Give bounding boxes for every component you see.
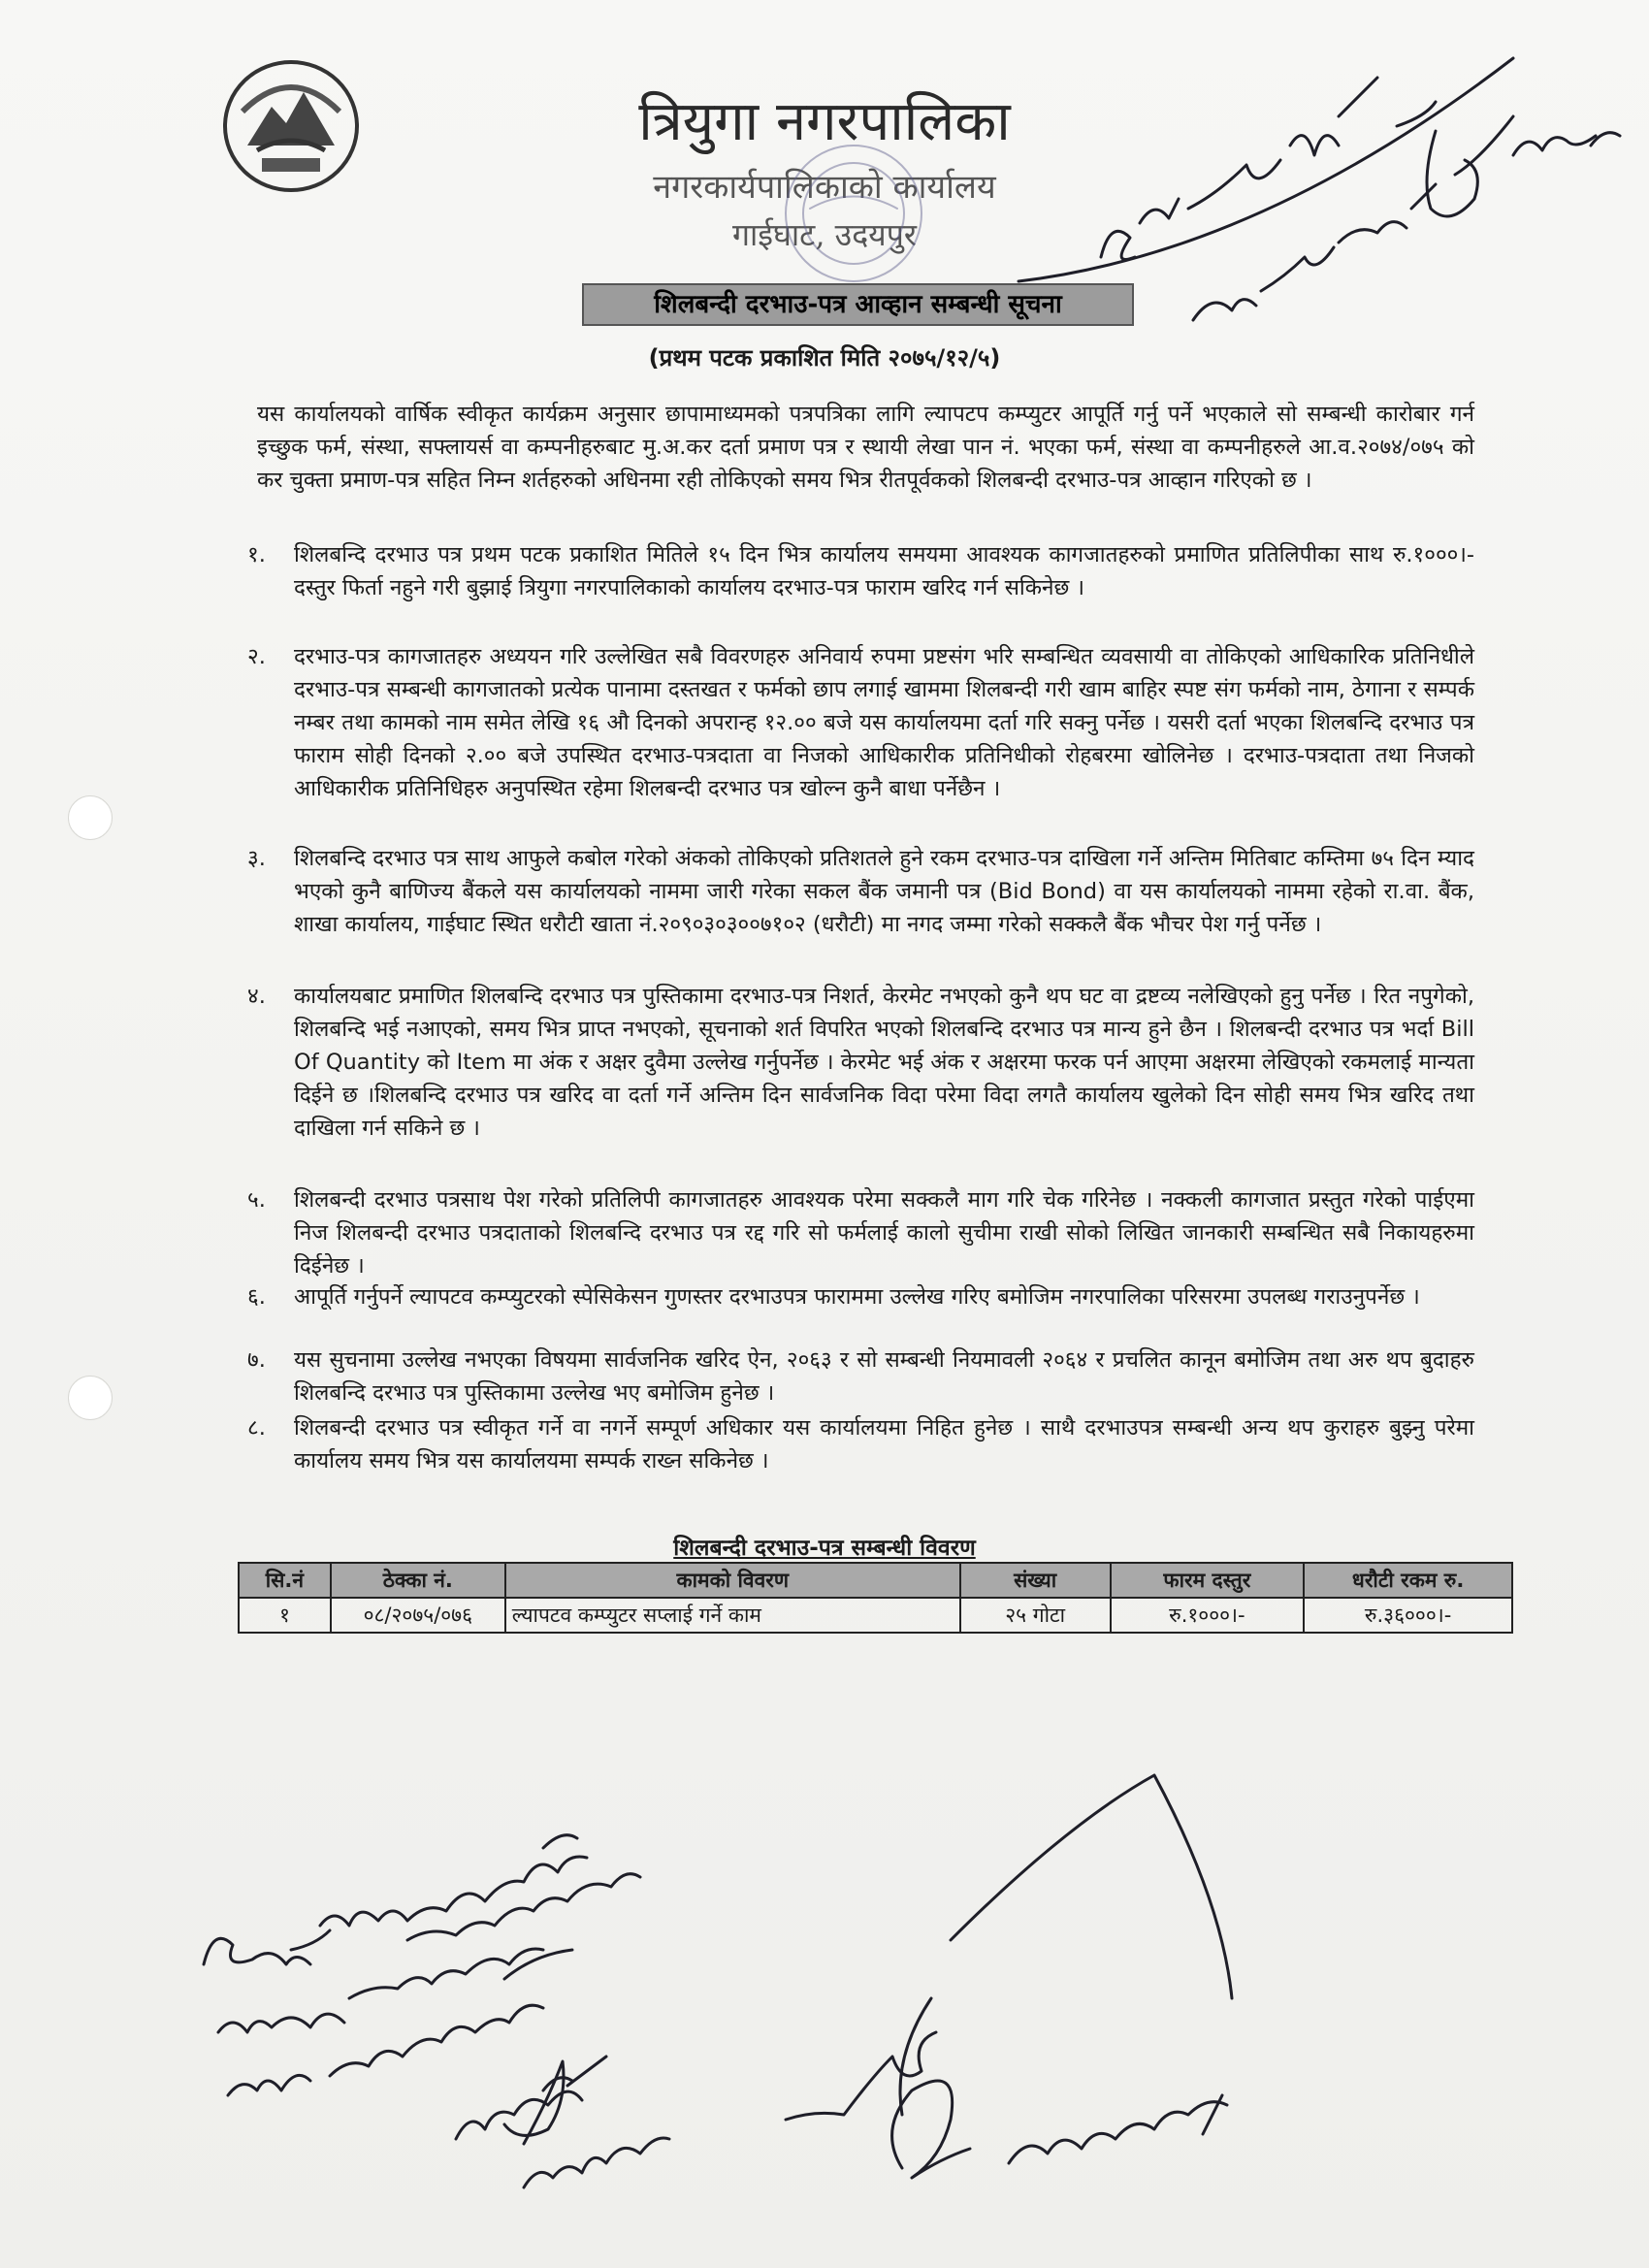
column-header: धरौटी रकम रु. [1304, 1563, 1512, 1598]
clause-text: शिलबन्दी दरभाउ पत्रसाथ पेश गरेको प्रतिलिपी कागजातहरु आवश्यक परेमा सक्कलै माग गरि चेक गरिनेछ । नक्कली कागजात प्रस्तुत गरेको पाईएमा निज शिलबन्दी दरभाउ पत्रदाताको शिलबन्दि दरभाउ पत्र रद्द गरि सो फर्मलाई कालो सुचीमा राखी सोको लिखित जानकारी सम्बन्धित सबै निकायहरुमा दिईनेछ । [294, 1187, 1474, 1279]
tender-details-table [238, 1562, 1513, 1634]
punch-hole [68, 1376, 113, 1420]
table-title: शिलबन्दी दरभाउ-पत्र सम्बन्धी विवरण [673, 1536, 976, 1561]
publication-date: (प्रथम पटक प्रकाशित मिति २०७५/१२/५) [648, 344, 1001, 372]
table-cell: ल्यापटव कम्प्युटर सप्लाई गर्ने काम [505, 1598, 960, 1633]
clause-text: शिलबन्दि दरभाउ पत्र साथ आफुले कबोल गरेको अंकको तोकिएको प्रतिशतले हुने रकम दरभाउ-पत्र दाखिला गर्ने अन्तिम मितिबाट कम्तिमा ७५ दिन म्याद भएको कुनै बाणिज्य बैंकले यस कार्यालयको नाममा जारी गरेका सकल बैंक जमानी पत्र (Bid Bond) वा यस कार्यालयको नाममा रहेको रा.वा. बैंक, शाखा कार्यालय, गाईघाट स्थित धरौटी खाता नं.२०९०३०३००७१०२ (धरौटी) मा नगद जम्मा गरेको सक्कलै बैंक भौचर पेश गर्नु पर्नेछ । [294, 846, 1474, 937]
table-row [239, 1598, 1512, 1633]
table-header-row [239, 1563, 1512, 1598]
office-subtitle: नगरकार्यपालिकाको कार्यालय [653, 168, 996, 207]
intro-paragraph: यस कार्यालयको वार्षिक स्वीकृत कार्यक्रम अनुसार छापामाध्यमको पत्रपत्रिका लागि ल्यापटप कम्प्युटर आपूर्ति गर्नु पर्ने भएकाले सो सम्बन्धी कारोबार गर्न इच्छुक फर्म, संस्था, सफ्लायर्स वा कम्पनीहरुबाट मु.अ.कर दर्ता प्रमाण पत्र र स्थायी लेखा पान नं. भएका फर्म, संस्था वा कम्पनीहरुले आ.व.२०७४/०७५ को कर चुक्ता प्रमाण-पत्र सहित निम्न शर्तहरुको अधिनमा रही तोकिएको समय भित्र रीतपूर्वकको शिलबन्दी दरभाउ-पत्र आव्हान गरिएको छ । [257, 402, 1474, 493]
column-header: फारम दस्तुर [1111, 1563, 1305, 1598]
clause-number: ५. [247, 1187, 266, 1213]
clause-number: २. [247, 644, 266, 669]
clause-text: शिलबन्दि दरभाउ पत्र प्रथम पटक प्रकाशित मितिले १५ दिन भित्र कार्यालय समयमा आवश्यक कागजातहरुको प्रमाणित प्रतिलिपीका साथ रु.१०००।- दस्तुर फिर्ता नहुने गरी बुझाई त्रियुगा नगरपालिकाको कार्यालय दरभाउ-पत्र फाराम खरिद गर्न सकिनेछ । [294, 542, 1474, 600]
clause-number: ८. [247, 1415, 266, 1441]
clause-8 [247, 1411, 1474, 1477]
clause-text: यस सुचनामा उल्लेख नभएका विषयमा सार्वजनिक खरिद ऐन, २०६३ र सो सम्बन्धी नियमावली २०६४ र प्रचलित कानून बमोजिम तथा अरु थप बुदाहरु शिलबन्दि दरभाउ पत्र पुस्तिकामा उल्लेख भए बमोजिम हुनेछ । [294, 1347, 1474, 1406]
table-cell: २५ गोटा [960, 1598, 1111, 1633]
table-cell: ०८/२०७५/०७६ [331, 1598, 505, 1633]
clause-7 [247, 1344, 1474, 1409]
table-cell: रु.३६०००।- [1304, 1598, 1512, 1633]
office-address: गाईघाट, उदयपुर [731, 216, 918, 253]
bottom-left-handwritten-note [204, 1835, 669, 2187]
column-header: संख्या [960, 1563, 1111, 1598]
clause-number: ३. [247, 846, 266, 871]
bottom-right-signature [786, 1775, 1232, 2178]
clause-2 [247, 640, 1474, 805]
clause-5 [247, 1183, 1474, 1282]
clause-text: शिलबन्दी दरभाउ पत्र स्वीकृत गर्ने वा नगर्ने सम्पूर्ण अधिकार यस कार्यालयमा निहित हुनेछ । साथै दरभाउपत्र सम्बन्धी अन्य थप कुराहरु बुझ्नु परेमा कार्यालय समय भित्र यस कार्यालयमा सम्पर्क राख्न सकिनेछ । [294, 1415, 1474, 1474]
column-header: सि.नं [239, 1563, 331, 1598]
column-header: कामको विवरण [505, 1563, 960, 1598]
clause-number: ६. [247, 1284, 266, 1310]
clause-text: आपूर्ति गर्नुपर्ने ल्यापटव कम्प्युटरको स्पेसिकेसन गुणस्तर दरभाउपत्र फाराममा उल्लेख गरिए बमोजिम नगरपालिका परिसरमा उपलब्ध गराउनुपर्नेछ । [294, 1284, 1420, 1310]
clause-6 [247, 1280, 1474, 1313]
clause-text: दरभाउ-पत्र कागजातहरु अध्ययन गरि उल्लेखित सबै विवरणहरु अनिवार्य रुपमा प्रष्टसंग भरि सम्बन्धित व्यवसायी वा तोकिएको आधिकारिक प्रतिनिधीले दरभाउ-पत्र सम्बन्धी कागजातको प्रत्येक पानामा दस्तखत र फर्मको छाप लगाई खाममा शिलबन्दी गरी खाम बाहिर स्पष्ट संग फर्मको नाम, ठेगाना र सम्पर्क नम्बर तथा कामको नाम समेत लेखि १६ औ दिनको अपरान्ह १२.०० बजे यस कार्यालयमा दर्ता गरि सक्नु पर्नेछ । यसरी दर्ता भएका शिलबन्दि दरभाउ पत्र फाराम सोही दिनको २.०० बजे उपस्थित दरभाउ-पत्रदाता वा निजको आधिकारीक प्रतिनिधीको रोहबरमा खोलिनेछ । दरभाउ-पत्रदाता तथा निजको आधिकारीक प्रतिनिधिहरु अनुपस्थित रहेमा शिलबन्दी दरभाउ पत्र खोल्न कुनै बाधा पर्नेछैन । [294, 644, 1474, 801]
clause-text: कार्यालयबाट प्रमाणित शिलबन्दि दरभाउ पत्र पुस्तिकामा दरभाउ-पत्र निशर्त, केरमेट नभएको कुनै थप घट वा द्रष्टव्य नलेखिएको हुनु पर्नेछ । रित नपुगेको, शिलबन्दि भई नआएको, समय भित्र प्राप्त नभएको, सूचनाको शर्त विपरित भएको शिलबन्दि दरभाउ पत्र मान्य हुने छैन । शिलबन्दी दरभाउ पत्र भर्दा Bill Of Quantity को Item मा अंक र अक्षर दुवैमा उल्लेख गर्नुपर्नेछ । केरमेट भई अंक र अक्षरमा फरक पर्न आएमा अक्षरमा लेखिएको रकमलाई मान्यता दिईने छ ।शिलबन्दि दरभाउ पत्र खरिद वा दर्ता गर्ने अन्तिम दिन सार्वजनिक विदा परेमा विदा लगतै कार्यालय खुलेको दिन सोही समय भित्र खरिद तथा दाखिला गर्न सकिने छ । [294, 984, 1474, 1141]
notice-title: शिलबन्दी दरभाउ-पत्र आव्हान सम्बन्धी सूचना [582, 283, 1134, 326]
clause-number: ७. [247, 1347, 266, 1373]
column-header: ठेक्का नं. [331, 1563, 505, 1598]
clause-number: १. [247, 542, 266, 567]
office-name: त्रियुगा नगरपालिका [638, 90, 1011, 153]
clause-4 [247, 980, 1474, 1145]
clause-1 [247, 538, 1474, 604]
table-cell: रु.१०००।- [1111, 1598, 1305, 1633]
punch-hole [68, 795, 113, 840]
table-cell: १ [239, 1598, 331, 1633]
clause-3 [247, 842, 1474, 941]
clause-number: ४. [247, 984, 266, 1009]
